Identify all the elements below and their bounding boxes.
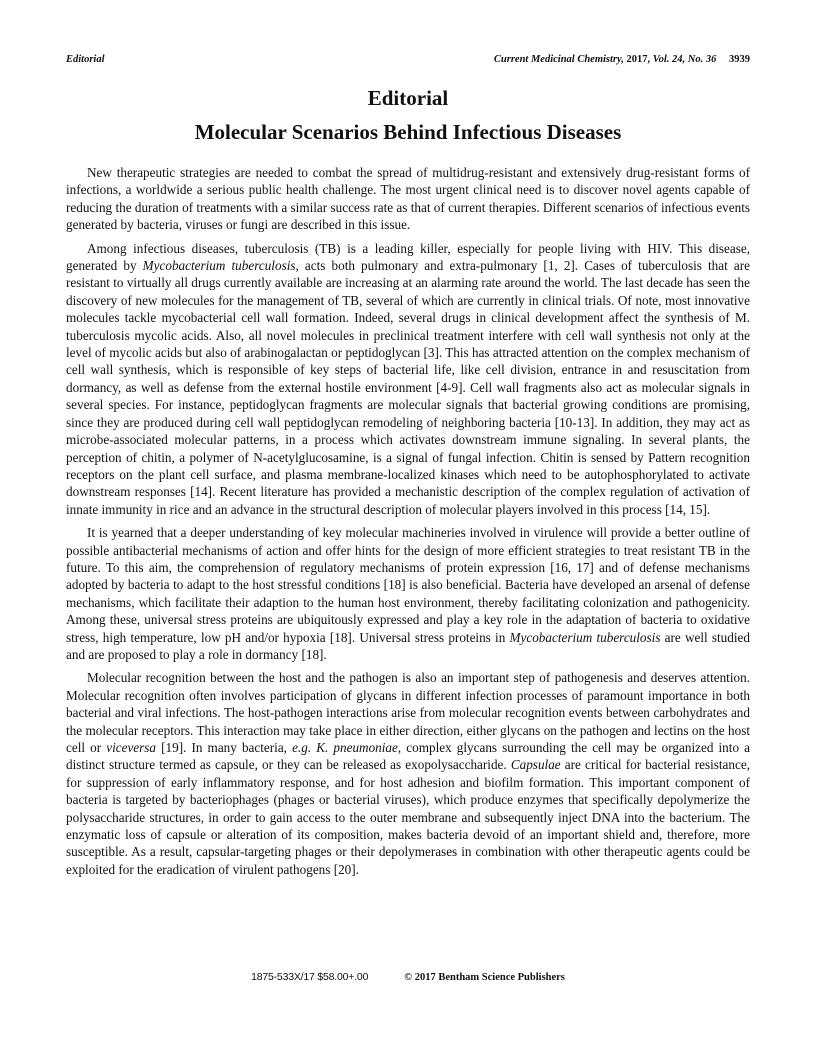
text-segment: New therapeutic strategies are needed to combat the spread of multidrug-resistant and extensively drug-resistant forms of infections, a worldwide a serious public health challenge. The most urgent clinical need is to discover novel agents capable of reducing the duration of treatments with a similar success rate as that of current therapies. Different scenarios of infectious events generated by bacteria, viruses or fungi are described in this issue. <box>66 165 750 233</box>
text-segment: , acts both pulmonary and extra-pulmonary [1, 2]. Cases of tuberculosis that are resistant to virtually all drugs currently available are increasing at an alarming rate around the world. The last decade has seen the discovery of new molecules for the management of TB, several of which are currently in clinical trials. Of note, most innovative molecules tackle mycobacterial cell wall formation. Indeed, several drugs in clinical development affect the synthesis of M. tuberculosis mycolic acids. Also, all novel molecules in preclinical treatment interfere with cell wall synthesis not only at the level of mycolic acids but also of arabinogalactan or peptidoglycan [3]. This has attracted attention on the complex mechanism of cell wall synthesis, which is responsible of key steps of bacterial life, like cell division, entrance in and resuscitation from dormancy, as well as defense from the external hostile environment [4-9]. Cell wall fragments also act as molecular signals in several species. For instance, peptidoglycan fragments are molecular signals that bacterial growing conditions are promising, since they are produced during cell wall peptidoglycan remodeling of neighboring bacteria [10-13]. In addition, they may act as microbe-associated molecular patterns, in a process which activates downstream immune signaling. In several plants, the perception of chitin, a polymer of N-acetylglucosamine, is a signal of fungal infection. Chitin is sensed by Pattern recognition receptors on the plant cell surface, and plasma membrane-localized kinases which need to be autophosphorylated to activate downstream responses [14]. Recent literature has provided a mechanistic description of the complex regulation of activation of innate immunity in rice and an advance in the structural description of molecular players involved in this process [14, 15]. <box>66 258 750 517</box>
text-segment: are critical for bacterial resistance, for suppression of early inflammatory response, and for host adhesion and biofilm formation. This important component of bacteria is targeted by bacteriophages (phages or bacterial viruses), which produce enzymes that specifically depolymerize the polysaccharide structures, in order to gain access to the outer membrane and subsequently inject DNA into the bacterium. The enzymatic loss of capsule or alteration of its composition, makes bacteria devoid of an important shield and, therefore, more susceptible. As a result, capsular-targeting phages or their depolymerases in combination with other therapeutic agents could be exploited for the eradication of virulent pathogens [20]. <box>66 757 750 877</box>
text-segment: Among infectious diseases, tuberculosis (TB) is a leading killer, especially for people living with HIV. This disease, generated by <box>66 240 750 274</box>
text-segment: , complex glycans surrounding the cell may be organized into a distinct structure termed as capsule, or they can be released as exopolysaccharide. <box>66 740 750 773</box>
journal-volume: Vol. 24, No. 36 <box>652 54 717 65</box>
issn-price: 1875-533X/17 $58.00+.00 <box>251 971 369 983</box>
text-segment: Molecular recognition between the host and the pathogen is also an important step of pathogenesis and deserves attention. Molecular recognition often involves participation of glycans in different infection processes of paramount importance in both bacterial and viral infections. The host-pathogen interactions arise from molecular recognition events between carbohydrates and the molecular receptors. This interaction may take place in either direction, either glycans on the pathogen and lectins on the host cell or <box>66 670 750 755</box>
paragraph <box>66 524 750 663</box>
italic-term: Mycobacterium tuberculosis <box>142 258 296 274</box>
italic-term: e.g. K. pneumoniae <box>292 740 398 755</box>
running-head <box>66 54 750 70</box>
page-footer <box>0 971 816 983</box>
section-label: Editorial <box>66 54 105 65</box>
article-body <box>66 164 750 884</box>
italic-term: Capsulae <box>510 757 561 773</box>
article-title: Molecular Scenarios Behind Infectious Diseases <box>194 120 622 144</box>
italic-term: viceversa <box>106 740 157 755</box>
text-segment: are well studied and are proposed to play a role in dormancy [18]. <box>66 629 750 662</box>
journal-name: Current Medicinal Chemistry, <box>493 54 624 65</box>
paragraph <box>66 669 750 878</box>
journal-citation <box>494 54 750 65</box>
italic-term: Mycobacterium tuberculosis <box>509 629 661 645</box>
paragraph <box>66 240 750 519</box>
copyright-notice: © 2017 Bentham Science Publishers <box>404 972 565 983</box>
text-segment: It is yearned that a deeper understanding of key molecular machineries involved in virulence will provide a better outline of possible antibacterial mechanisms of action and offer hints for the design of more efficient strategies to treat resistant TB in the future. To this aim, the comprehension of regulatory mechanisms of protein expression [16, 17] and of defense mechanisms adopted by bacteria to adapt to the host stressful conditions [18] is also beneficial. Bacteria have developed an arsenal of defense mechanisms, which facilitate their adaption to the human host environment, thereby facilitating colonization and pathogenicity. Among these, universal stress proteins are ubiquitously expressed and play a key role in the adaptation of bacteria to oxidative stress, high temperature, low pH and/or hypoxia [18]. Universal stress proteins in <box>66 525 750 645</box>
paragraph <box>66 164 750 234</box>
text-segment: [19]. In many bacteria, <box>156 740 293 755</box>
page-number: 3939 <box>729 54 750 65</box>
journal-year: 2017, <box>626 54 651 65</box>
article-type-heading: Editorial <box>367 86 449 110</box>
